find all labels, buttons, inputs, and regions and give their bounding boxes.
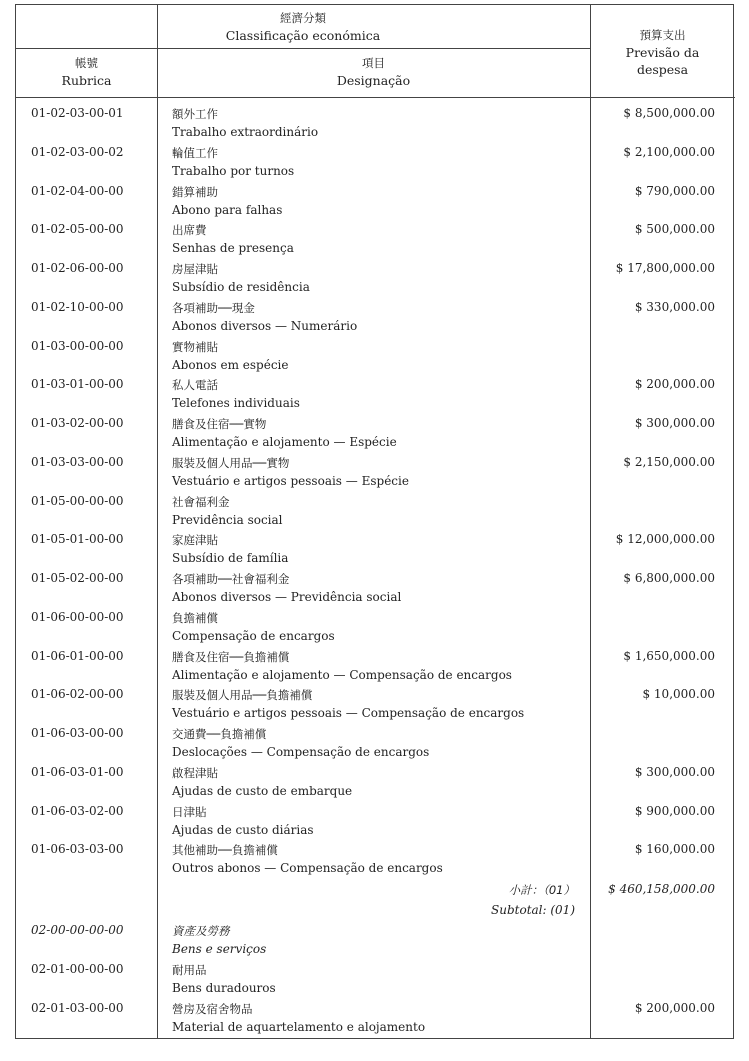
- subtotal-amount: $ 460,158,000.00: [608, 882, 715, 896]
- row-designation-pt: Ajudas de custo diárias: [172, 822, 314, 837]
- row-designation-pt: Compensação de encargos: [172, 628, 335, 643]
- row-amount: $ 10,000.00: [642, 687, 715, 702]
- row-designation-pt: Telefones individuais: [172, 396, 300, 411]
- row-amount: $ 300,000.00: [634, 764, 715, 779]
- row-code: 01-05-00-00-00: [31, 493, 124, 508]
- row-amount: $ 12,000,000.00: [615, 532, 715, 547]
- row-designation-zh: 社會福利金: [172, 494, 230, 509]
- header-rubric-pt: Rubrica: [61, 73, 112, 88]
- header-budget: [590, 27, 735, 78]
- row-designation-pt: Ajudas de custo de embarque: [172, 783, 353, 798]
- header-divider-classification: [16, 48, 590, 49]
- row-amount: $ 500,000.00: [634, 222, 715, 237]
- row-code: 01-02-03-00-02: [31, 144, 124, 159]
- row-code: 01-03-00-00-00: [31, 338, 124, 353]
- row-designation-pt: Trabalho extraordinário: [172, 125, 319, 139]
- row-designation-pt: Bens duradouros: [172, 980, 276, 995]
- row-amount: $ 900,000.00: [634, 803, 715, 818]
- row-designation-zh: 各項補助──現金: [172, 300, 255, 315]
- row-code: 01-06-00-00-00: [31, 609, 124, 624]
- header-rubric-zh: 帳號: [75, 56, 98, 70]
- row-designation-zh: 啟程津貼: [172, 765, 218, 780]
- header-classification-zh: 經濟分類: [280, 11, 326, 25]
- header-budget-pt-1: Previsão da: [625, 45, 700, 60]
- row-designation-pt: Senhas de presença: [172, 241, 294, 256]
- header-divider-bottom: [16, 97, 735, 98]
- row-code: 01-06-03-01-00: [31, 764, 124, 779]
- row-designation-zh: 各項補助──社會福利金: [172, 572, 290, 586]
- row-code: 01-03-02-00-00: [31, 416, 124, 430]
- row-designation-pt: Subsídio de família: [172, 551, 289, 566]
- row-designation-pt: Vestuário e artigos pessoais — Compensação de encargos: [172, 706, 525, 721]
- row-code: 01-05-01-00-00: [31, 532, 124, 547]
- row-designation-pt: Subsídio de residência: [172, 280, 310, 294]
- header-budget-pt-2: despesa: [636, 62, 689, 77]
- row-designation-pt: Alimentação e alojamento — Compensação de encargos: [172, 667, 512, 682]
- column-divider-amount: [590, 5, 591, 1038]
- row-code: 01-03-03-00-00: [31, 454, 124, 469]
- row-code: 01-06-03-00-00: [31, 726, 124, 740]
- row-designation-pt: Bens e serviços: [172, 942, 267, 956]
- row-designation-zh: 膳食及住宿──負擔補償: [172, 649, 290, 664]
- row-designation-zh: 資產及勞務: [172, 924, 230, 938]
- row-designation-pt: Material de aquartelamento e alojamento: [172, 1019, 426, 1034]
- row-designation-zh: 服裝及個人用品──實物: [172, 455, 290, 470]
- row-amount: $ 790,000.00: [634, 183, 715, 198]
- header-rubric: [16, 55, 157, 89]
- row-designation-zh: 交通費──負擔補償: [172, 727, 267, 741]
- row-designation-pt: Alimentação e alojamento — Espécie: [172, 435, 397, 449]
- row-designation-pt: Vestuário e artigos pessoais — Espécie: [172, 473, 409, 488]
- header-classification-pt: Classificação económica: [225, 28, 381, 43]
- row-code: 02-01-00-00-00: [31, 961, 124, 976]
- row-designation-zh: 額外工作: [172, 107, 218, 121]
- row-designation-pt: Deslocações — Compensação de encargos: [172, 745, 430, 759]
- header-designation: [157, 55, 590, 89]
- row-code: 01-02-03-00-01: [31, 106, 124, 120]
- row-designation-zh: 房屋津貼: [172, 262, 218, 276]
- row-code: 02-01-03-00-00: [31, 1000, 124, 1015]
- row-designation-pt: Abono para falhas: [172, 202, 283, 217]
- row-designation-zh: 膳食及住宿──實物: [172, 417, 267, 431]
- row-designation-zh: 營房及宿舍物品: [172, 1001, 253, 1016]
- row-amount: $ 330,000.00: [634, 299, 715, 314]
- row-amount: $ 200,000.00: [634, 377, 715, 392]
- row-amount: $ 2,100,000.00: [623, 144, 715, 159]
- header-classification: [16, 10, 590, 44]
- row-amount: $ 160,000.00: [634, 842, 715, 857]
- row-amount: $ 1,650,000.00: [623, 648, 715, 663]
- row-amount: $ 300,000.00: [634, 416, 715, 430]
- row-designation-zh: 其他補助──負擔補償: [172, 843, 278, 858]
- row-designation-zh: 錯算補助: [172, 184, 218, 199]
- row-designation-zh: 輪值工作: [172, 145, 218, 160]
- header-designation-zh: 項目: [362, 56, 385, 70]
- row-amount: $ 6,800,000.00: [623, 571, 715, 585]
- row-code: 01-03-01-00-00: [31, 377, 124, 392]
- row-designation-pt: Abonos em espécie: [172, 357, 289, 372]
- row-code: 01-02-10-00-00: [31, 299, 124, 314]
- row-designation-pt: Trabalho por turnos: [172, 163, 295, 178]
- row-designation-zh: 實物補貼: [172, 339, 218, 354]
- budget-table: [15, 4, 734, 1039]
- row-code: 01-02-06-00-00: [31, 261, 124, 275]
- row-amount: $ 2,150,000.00: [623, 454, 715, 469]
- row-code: 01-06-03-03-00: [31, 842, 124, 857]
- header-designation-pt: Designação: [336, 73, 411, 88]
- row-designation-pt: Previdência social: [172, 512, 283, 527]
- row-code: 01-02-05-00-00: [31, 222, 124, 237]
- column-divider-rubric: [157, 5, 158, 1038]
- row-designation-pt: Outros abonos — Compensação de encargos: [172, 861, 443, 876]
- row-amount: $ 8,500,000.00: [623, 106, 715, 120]
- row-designation-zh: 私人電話: [172, 378, 218, 393]
- row-code: 01-06-01-00-00: [31, 648, 124, 663]
- row-amount: $ 17,800,000.00: [615, 261, 715, 275]
- row-code: 01-06-03-02-00: [31, 803, 124, 818]
- row-designation-zh: 出席費: [172, 223, 207, 238]
- subtotal-label-pt: Subtotal: (01): [491, 903, 575, 917]
- subtotal-label-zh: 小計：（01）: [508, 883, 575, 897]
- row-designation-zh: 家庭津貼: [172, 533, 218, 548]
- row-designation-pt: Abonos diversos — Numerário: [172, 318, 358, 333]
- header-budget-zh: 預算支出: [639, 28, 686, 42]
- row-designation-zh: 負擔補償: [172, 610, 218, 625]
- row-designation-zh: 耐用品: [172, 962, 207, 977]
- row-designation-zh: 服裝及個人用品──負擔補償: [172, 688, 313, 703]
- row-code: 01-06-02-00-00: [31, 687, 124, 702]
- row-designation-zh: 日津貼: [172, 804, 207, 819]
- row-code: 01-02-04-00-00: [31, 183, 124, 198]
- row-amount: $ 200,000.00: [634, 1000, 715, 1015]
- row-designation-pt: Abonos diversos — Previdência social: [172, 590, 402, 604]
- row-code: 02-00-00-00-00: [31, 923, 124, 937]
- row-code: 01-05-02-00-00: [31, 571, 124, 585]
